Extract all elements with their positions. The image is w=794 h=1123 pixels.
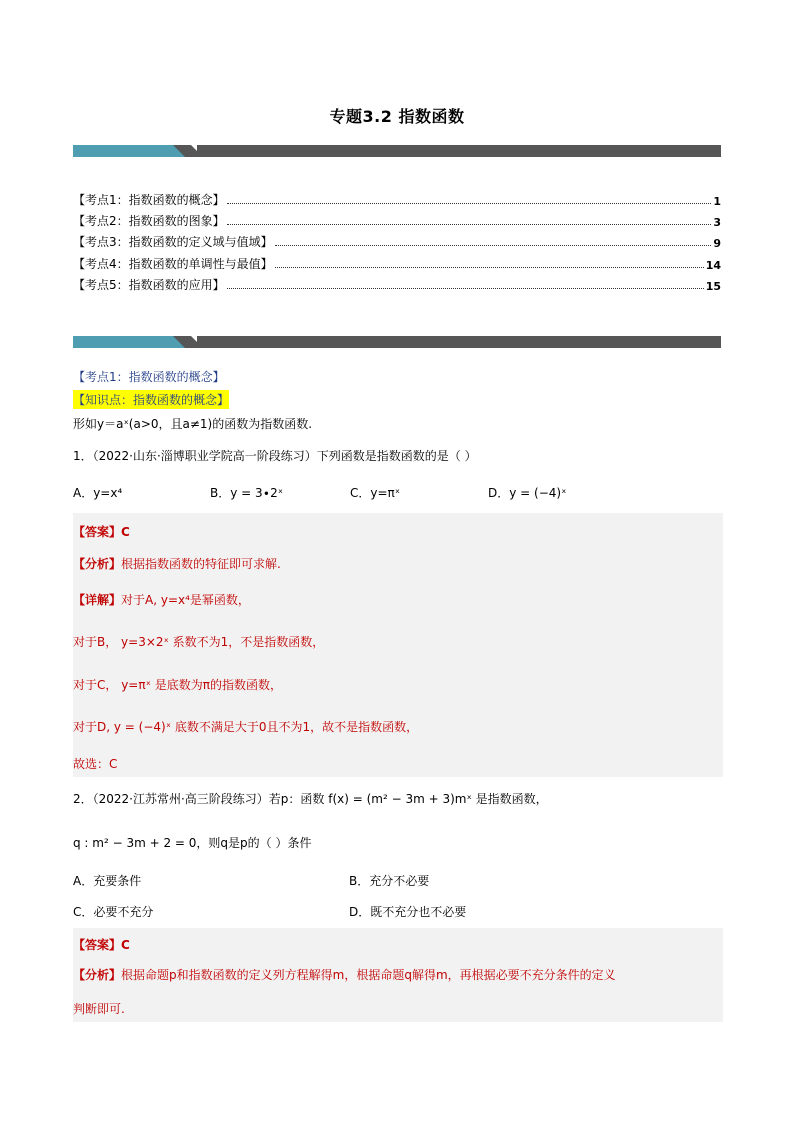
toc-item[interactable]: 【考点4：指数函数的单调性与最值】 14 (73, 257, 721, 272)
header-divider-bar (73, 145, 721, 157)
question-1-stem: 1．（2022·山东·淄博职业学院高一阶段练习）下列函数是指数函数的是（ ） (73, 449, 477, 463)
toc-item[interactable]: 【考点3：指数函数的定义域与值域】 9 (73, 235, 721, 250)
question-1-option-a: A．y=x⁴ (73, 486, 123, 500)
toc-item[interactable]: 【考点2：指数函数的图象】 3 (73, 214, 721, 229)
question-1-option-c: C．y=πˣ (350, 486, 401, 500)
question-2-stem-cont: q : m² − 3m + 2 = 0，则q是p的（ ）条件 (73, 836, 312, 850)
question-2-option-a: A．充要条件 (73, 874, 142, 888)
question-2-option-c: C．必要不充分 (73, 905, 154, 919)
definition-text: 形如y＝aˣ(a>0，且a≠1)的函数为指数函数. (73, 417, 313, 431)
question-1-answer: 【答案】C (73, 525, 130, 539)
toc-item[interactable]: 【考点5：指数函数的应用】 15 (73, 278, 721, 293)
question-1-detail: 【详解】对于A, y=x⁴是幂函数， (73, 593, 250, 607)
question-1-option-b: B．y = 3∙2ˣ (210, 486, 284, 500)
question-2-answer: 【答案】C (73, 938, 130, 952)
question-1-detail-d: 对于D, y = (−4)ˣ 底数不满足大于0且不为1，故不是指数函数， (73, 720, 419, 734)
question-1-detail-b: 对于B， y=3×2ˣ 系数不为1，不是指数函数， (73, 635, 325, 649)
section-divider-bar (73, 336, 721, 348)
page-title: 专题3.2 指数函数 (329, 107, 465, 126)
knowledge-point-label: 【知识点：指数函数的概念】 (73, 390, 229, 409)
question-2-option-d: D．既不充分也不必要 (349, 905, 467, 919)
question-2-analysis-cont: 判断即可. (73, 1002, 125, 1016)
question-1-detail-c: 对于C， y=πˣ 是底数为π的指数函数， (73, 678, 282, 692)
section-heading: 【考点1：指数函数的概念】 (73, 370, 225, 384)
toc-item[interactable]: 【考点1：指数函数的概念】 1 (73, 193, 721, 208)
question-1-choice: 故选：C (73, 757, 118, 771)
question-2-stem: 2．（2022·江苏常州·高三阶段练习）若p：函数 f(x) = (m² − 3m + 3)mˣ 是指数函数， (73, 792, 548, 806)
question-1-analysis: 【分析】根据指数函数的特征即可求解. (73, 557, 281, 571)
question-2-option-b: B．充分不必要 (349, 874, 430, 888)
question-2-analysis: 【分析】根据命题p和指数函数的定义列方程解得m，根据命题q解得m，再根据必要不充分条件的定义 (73, 968, 616, 982)
question-1-option-d: D．y = (−4)ˣ (488, 486, 567, 500)
